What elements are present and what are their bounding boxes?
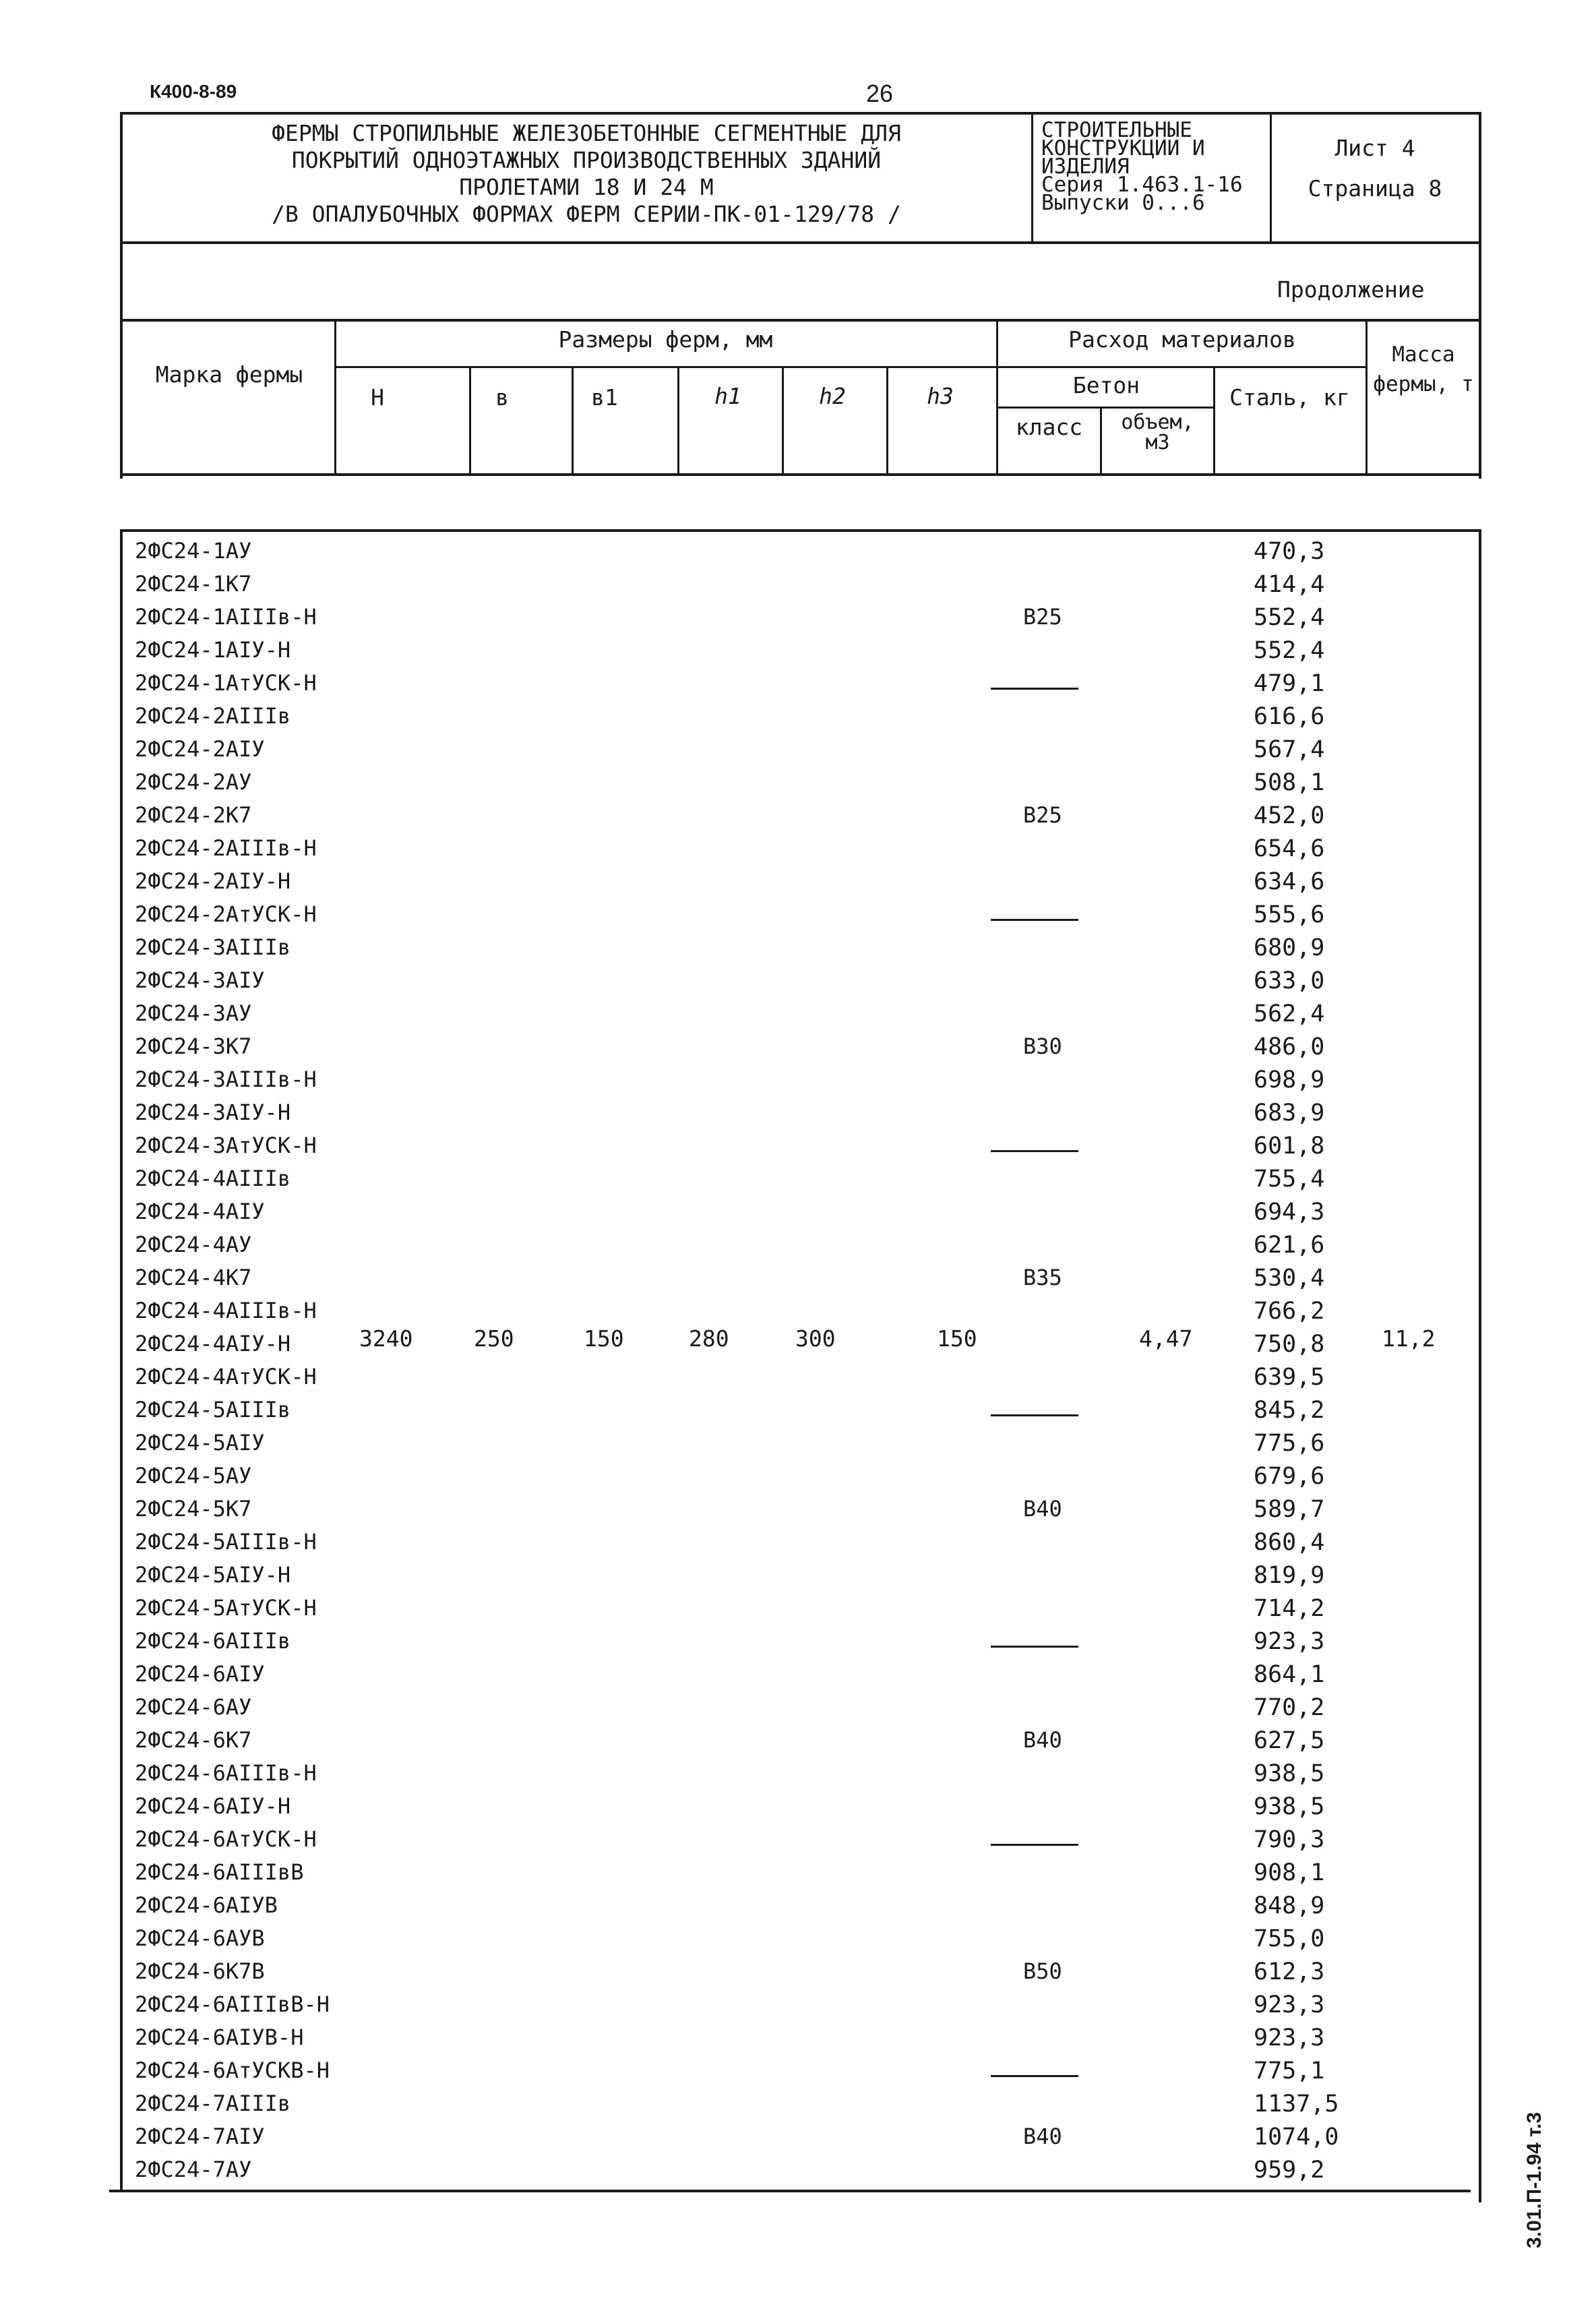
frame-right-line-data xyxy=(1479,531,1481,2202)
table-row-steel: 864,1 xyxy=(1254,1661,1325,1688)
table-row-steel: 860,4 xyxy=(1254,1529,1325,1556)
table-row-steel: 908,1 xyxy=(1254,1859,1325,1886)
table-row-mark: 2ФС24-6АУ xyxy=(135,1694,252,1720)
table-row-steel: 848,9 xyxy=(1254,1892,1325,1919)
table-row-mark: 2ФС24-7АIУ xyxy=(135,2124,265,2149)
table-row-mark: 2ФС24-6АтУСК-Н xyxy=(135,1826,317,1852)
table-row-steel: 694,3 xyxy=(1254,1199,1325,1226)
table-row-class: В25 xyxy=(1023,802,1062,828)
table-row-mark: 2ФС24-1АтУСК-Н xyxy=(135,670,317,696)
table-row-mark: 2ФС24-3АIУ xyxy=(135,967,265,993)
title-line: ФЕРМЫ СТРОПИЛЬНЫЕ ЖЕЛЕЗОБЕТОННЫЕ СЕГМЕНТНЫЕ ДЛЯ xyxy=(272,120,901,146)
document-code: К400-8-89 xyxy=(150,81,237,102)
value-b1: 150 xyxy=(584,1325,624,1352)
table-row-steel: 923,3 xyxy=(1254,1991,1325,2018)
page-number: 26 xyxy=(866,80,894,107)
table-row-steel: 654,6 xyxy=(1254,835,1325,862)
series-line: КОНСТРУКЦИИ И xyxy=(1041,136,1205,160)
col-line xyxy=(334,319,336,475)
table-row-steel: 679,6 xyxy=(1254,1463,1325,1490)
table-row-mark: 2ФС24-3АIIIв-Н xyxy=(135,1067,317,1092)
table-row-mark: 2ФС24-2АУ xyxy=(135,769,252,795)
table-row-steel: 634,6 xyxy=(1254,868,1325,895)
col-h1-header: h1 xyxy=(714,383,741,409)
sheet-info xyxy=(1274,128,1476,209)
series-line: СТРОИТЕЛЬНЫЕ xyxy=(1041,118,1192,142)
table-row-class: В40 xyxy=(1023,1727,1062,1753)
col-line xyxy=(572,367,574,475)
table-row-steel: 770,2 xyxy=(1254,1694,1325,1721)
table-row-steel: 633,0 xyxy=(1254,967,1325,994)
table-row-steel: 923,3 xyxy=(1254,2024,1325,2051)
table-row-mark: 2ФС24-4АIIIв xyxy=(135,1166,291,1191)
table-row-mark: 2ФС24-6АIУ-Н xyxy=(135,1793,291,1819)
col-h2-header: h2 xyxy=(819,383,846,409)
table-row-steel: 845,2 xyxy=(1254,1397,1325,1424)
table-row-mark: 2ФС24-2АIУ xyxy=(135,736,265,762)
class-dash xyxy=(991,2075,1078,2077)
table-row-mark: 2ФС24-1АУ xyxy=(135,538,252,564)
table-row-steel: 766,2 xyxy=(1254,1298,1325,1325)
table-row-class: В50 xyxy=(1023,1958,1062,1984)
title-line: /В ОПАЛУБОЧНЫХ ФОРМАХ ФЕРМ СЕРИИ-ПК-01-129/78 / xyxy=(272,201,901,227)
table-row-steel: 562,4 xyxy=(1254,1000,1325,1027)
value-mass: 11,2 xyxy=(1382,1325,1436,1352)
table-row-mark: 2ФС24-4АIУ-Н xyxy=(135,1331,291,1356)
value-h3: 150 xyxy=(937,1325,977,1352)
value-volume: 4,47 xyxy=(1139,1325,1193,1352)
table-row-steel: 530,4 xyxy=(1254,1265,1325,1292)
series-info xyxy=(1041,118,1243,215)
table-row-mark: 2ФС24-5К7 xyxy=(135,1496,252,1522)
table-row-steel: 819,9 xyxy=(1254,1562,1325,1589)
materials-group-line xyxy=(998,366,1365,368)
table-row-steel: 414,4 xyxy=(1254,571,1325,598)
title-line: ПОКРЫТИЙ ОДНОЭТАЖНЫХ ПРОИЗВОДСТВЕННЫХ ЗДАНИЙ xyxy=(291,147,882,173)
header-bottom-line xyxy=(120,473,1481,476)
table-row-mark: 2ФС24-6АУВ xyxy=(135,1925,265,1951)
class-dash xyxy=(991,1414,1078,1416)
table-row-mark: 2ФС24-4АIУ xyxy=(135,1199,265,1224)
title-divider-1 xyxy=(1031,112,1033,243)
frame-left-line-top xyxy=(120,112,123,479)
table-row-steel: 479,1 xyxy=(1254,670,1325,697)
continuation-label: Продолжение xyxy=(1277,276,1425,303)
table-row-class: В30 xyxy=(1023,1033,1062,1059)
table-row-steel: 923,3 xyxy=(1254,1628,1325,1655)
col-b1-header: в1 xyxy=(591,384,618,411)
table-row-steel: 680,9 xyxy=(1254,934,1325,961)
sheet-number: Лист 4 xyxy=(1334,135,1415,161)
table-row-mark: 2ФС24-4К7 xyxy=(135,1265,252,1290)
table-row-steel: 639,5 xyxy=(1254,1364,1325,1391)
table-row-mark: 2ФС24-6АтУСКВ-Н xyxy=(135,2058,330,2083)
col-materials-header: Расход материалов xyxy=(1068,326,1296,353)
table-row-mark: 2ФС24-3АIУ-Н xyxy=(135,1100,291,1125)
table-row-mark: 2ФС24-2К7 xyxy=(135,802,252,828)
table-row-steel: 755,4 xyxy=(1254,1166,1325,1193)
side-code: 3.01.П-1.94 т.3 xyxy=(1523,2111,1545,2248)
table-row-mark: 2ФС24-6АIIIвВ-Н xyxy=(135,1991,330,2017)
document-title xyxy=(155,120,1018,228)
table-row-mark: 2ФС24-6К7 xyxy=(135,1727,252,1753)
sheet-page: Страница 8 xyxy=(1308,175,1442,202)
table-row-mark: 2ФС24-6АIIIв xyxy=(135,1628,291,1654)
col-H-header: Н xyxy=(371,384,384,411)
table-row-mark: 2ФС24-5АIУ xyxy=(135,1430,265,1455)
table-row-steel: 683,9 xyxy=(1254,1100,1325,1127)
table-row-mark: 2ФС24-6АIУВ xyxy=(135,1892,278,1918)
table-row-mark: 2ФС24-5АIУ-Н xyxy=(135,1562,291,1588)
data-top-line xyxy=(120,529,1481,532)
table-row-steel: 627,5 xyxy=(1254,1727,1325,1754)
table-row-steel: 775,6 xyxy=(1254,1430,1325,1457)
table-row-mark: 2ФС24-2АIУ-Н xyxy=(135,868,291,894)
col-volume-header: объем, м3 xyxy=(1121,411,1194,454)
table-row-steel: 567,4 xyxy=(1254,736,1325,763)
col-line xyxy=(886,367,888,475)
col-line xyxy=(1213,367,1215,475)
series-line: Серия 1.463.1-16 xyxy=(1041,173,1243,197)
col-class-header: класс xyxy=(1015,414,1083,440)
class-dash xyxy=(991,688,1078,690)
value-h1: 280 xyxy=(689,1325,729,1352)
table-row-steel: 601,8 xyxy=(1254,1133,1325,1160)
table-row-mark: 2ФС24-5АУ xyxy=(135,1463,252,1489)
frame-top-line xyxy=(120,112,1481,115)
table-row-mark: 2ФС24-4АУ xyxy=(135,1232,252,1257)
table-row-steel: 938,5 xyxy=(1254,1760,1325,1787)
value-h2: 300 xyxy=(795,1325,836,1352)
table-row-mark: 2ФС24-1АIУ-Н xyxy=(135,637,291,663)
value-b: 250 xyxy=(474,1325,514,1352)
col-line xyxy=(782,367,784,475)
table-row-steel: 938,5 xyxy=(1254,1793,1325,1820)
frame-bottom-line xyxy=(109,2190,1471,2192)
table-row-mark: 2ФС24-2АIIIв-Н xyxy=(135,835,317,861)
table-top-line xyxy=(120,319,1481,322)
table-row-mark: 2ФС24-6АIIIв-Н xyxy=(135,1760,317,1786)
table-row-mark: 2ФС24-3АIIIв xyxy=(135,934,291,960)
col-line xyxy=(1365,319,1368,475)
table-row-mark: 2ФС24-6АIIIвВ xyxy=(135,1859,304,1885)
table-row-steel: 698,9 xyxy=(1254,1067,1325,1093)
table-row-mark: 2ФС24-3АУ xyxy=(135,1000,252,1026)
table-row-steel: 959,2 xyxy=(1254,2157,1325,2184)
table-row-mark: 2ФС24-5АтУСК-Н xyxy=(135,1595,317,1621)
series-line: Выпуски 0...6 xyxy=(1041,191,1205,215)
col-mark-header: Марка фермы xyxy=(155,361,303,388)
title-divider-2 xyxy=(1270,112,1272,243)
table-row-steel: 790,3 xyxy=(1254,1826,1325,1853)
table-row-mark: 2ФС24-3К7 xyxy=(135,1033,252,1059)
table-row-steel: 616,6 xyxy=(1254,703,1325,730)
table-row-mark: 2ФС24-5АIIIв-Н xyxy=(135,1529,317,1555)
table-row-class: В35 xyxy=(1023,1265,1062,1290)
table-row-mark: 2ФС24-1АIIIв-Н xyxy=(135,604,317,630)
sizes-group-line xyxy=(334,366,998,368)
col-concrete-header: Бетон xyxy=(1072,372,1140,398)
table-row-steel: 508,1 xyxy=(1254,769,1325,796)
title-line: ПРОЛЕТАМИ 18 И 24 М xyxy=(459,174,714,200)
table-row-mark: 2ФС24-7АУ xyxy=(135,2157,252,2182)
col-steel-header: Сталь, кг xyxy=(1229,384,1350,411)
class-dash xyxy=(991,919,1078,921)
table-row-steel: 552,4 xyxy=(1254,637,1325,664)
col-sizes-header: Размеры ферм, мм xyxy=(558,326,773,353)
class-dash xyxy=(991,1646,1078,1648)
table-row-mark: 2ФС24-2АIIIв xyxy=(135,703,291,729)
table-row-mark: 2ФС24-4АIIIв-Н xyxy=(135,1298,317,1323)
table-row-mark: 2ФС24-2АтУСК-Н xyxy=(135,901,317,927)
table-row-steel: 612,3 xyxy=(1254,1958,1325,1985)
frame-left-line-data xyxy=(120,531,123,2192)
table-row-mark: 2ФС24-3АтУСК-Н xyxy=(135,1133,317,1158)
col-line xyxy=(996,319,998,475)
table-row-steel: 486,0 xyxy=(1254,1033,1325,1060)
table-row-class: В40 xyxy=(1023,2124,1062,2149)
table-row-steel: 775,1 xyxy=(1254,2058,1325,2084)
frame-right-line-top xyxy=(1479,112,1481,479)
title-bottom-line xyxy=(120,241,1481,244)
table-row-steel: 621,6 xyxy=(1254,1232,1325,1259)
table-row-mark: 2ФС24-6АIУВ-Н xyxy=(135,2024,304,2050)
table-row-steel: 714,2 xyxy=(1254,1595,1325,1622)
table-row-class: В40 xyxy=(1023,1496,1062,1522)
table-row-mark: 2ФС24-6АIУ xyxy=(135,1661,265,1687)
table-row-class: В25 xyxy=(1023,604,1062,630)
col-h3-header: h3 xyxy=(927,383,954,409)
table-row-steel: 1074,0 xyxy=(1254,2124,1339,2151)
table-row-steel: 755,0 xyxy=(1254,1925,1325,1952)
col-b-header: в xyxy=(495,384,509,411)
concrete-group-line xyxy=(998,407,1214,409)
table-row-steel: 470,3 xyxy=(1254,538,1325,565)
col-line xyxy=(469,367,471,475)
table-row-steel: 750,8 xyxy=(1254,1331,1325,1358)
value-H: 3240 xyxy=(359,1325,413,1352)
class-dash xyxy=(991,1844,1078,1846)
table-row-steel: 555,6 xyxy=(1254,901,1325,928)
table-row-mark: 2ФС24-1К7 xyxy=(135,571,252,597)
table-row-mark: 2ФС24-4АтУСК-Н xyxy=(135,1364,317,1389)
col-mass-header: Масса фермы, т xyxy=(1373,342,1474,396)
table-row-mark: 2ФС24-7АIIIв xyxy=(135,2091,291,2116)
col-line xyxy=(1100,408,1102,475)
series-line: ИЗДЕЛИЯ xyxy=(1041,154,1130,179)
col-line xyxy=(677,367,679,475)
table-row-steel: 589,7 xyxy=(1254,1496,1325,1523)
table-row-mark: 2ФС24-5АIIIв xyxy=(135,1397,291,1422)
class-dash xyxy=(991,1150,1078,1152)
table-row-steel: 1137,5 xyxy=(1254,2091,1339,2118)
table-row-steel: 452,0 xyxy=(1254,802,1325,829)
table-row-mark: 2ФС24-6К7В xyxy=(135,1958,265,1984)
table-row-steel: 552,4 xyxy=(1254,604,1325,631)
